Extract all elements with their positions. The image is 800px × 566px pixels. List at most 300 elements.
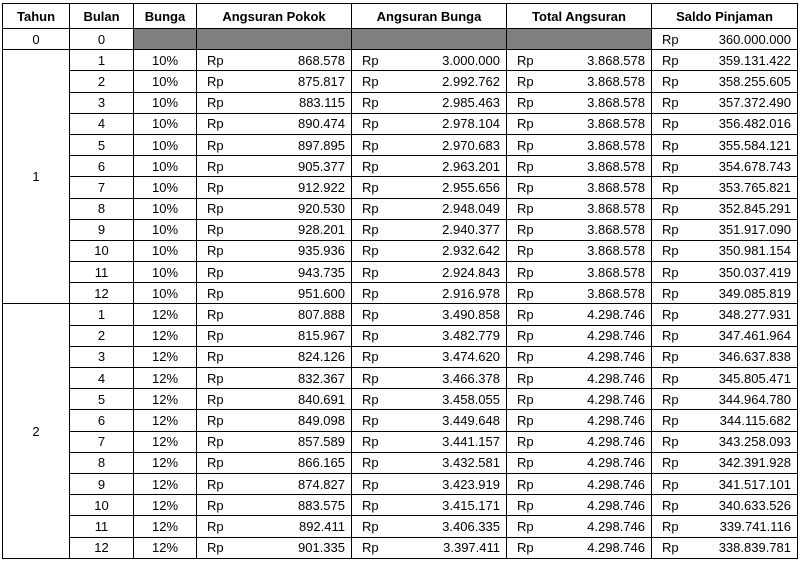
saldo-pinjaman-cell-value: 350.981.154 bbox=[718, 243, 791, 259]
currency-label: Rp bbox=[207, 95, 224, 111]
total-angsuran-cell bbox=[507, 537, 652, 558]
angsuran-bunga-cell bbox=[352, 473, 507, 494]
saldo-pinjaman-cell bbox=[652, 516, 798, 537]
table-row bbox=[3, 283, 798, 304]
total-angsuran-cell bbox=[507, 113, 652, 134]
header-angsuran-bunga: Angsuran Bunga bbox=[352, 4, 507, 29]
table-row bbox=[3, 389, 798, 410]
bulan-cell: 5 bbox=[70, 389, 134, 410]
angsuran-pokok-cell bbox=[197, 198, 352, 219]
angsuran-pokok-cell-value: 892.411 bbox=[298, 518, 345, 534]
total-angsuran-cell bbox=[507, 495, 652, 516]
bunga-cell: 12% bbox=[134, 410, 197, 431]
total-angsuran-cell-value: 4.298.746 bbox=[587, 391, 645, 407]
angsuran-bunga-cell bbox=[352, 431, 507, 452]
bulan-cell: 8 bbox=[70, 198, 134, 219]
header-saldo-pinjaman: Saldo Pinjaman bbox=[652, 4, 798, 29]
angsuran-pokok-cell-value: 874.827 bbox=[298, 476, 345, 492]
angsuran-bunga-cell-value: 3.449.648 bbox=[442, 412, 500, 428]
saldo-pinjaman-cell-value: 355.584.121 bbox=[718, 137, 791, 153]
angsuran-bunga-cell bbox=[352, 304, 507, 325]
currency-label: Rp bbox=[207, 455, 224, 471]
currency-label: Rp bbox=[517, 137, 534, 153]
bunga-cell: 12% bbox=[134, 346, 197, 367]
bulan-cell: 6 bbox=[70, 410, 134, 431]
angsuran-pokok-cell-value: 920.530 bbox=[298, 201, 345, 217]
bulan-cell: 2 bbox=[70, 325, 134, 346]
angsuran-bunga-cell-value: 2.924.843 bbox=[442, 264, 500, 280]
currency-label: Rp bbox=[362, 434, 379, 450]
header-tahun: Tahun bbox=[3, 4, 70, 29]
angsuran-bunga-cell bbox=[352, 452, 507, 473]
angsuran-bunga-cell-value: 2.970.683 bbox=[442, 137, 500, 153]
angsuran-pokok-cell bbox=[197, 537, 352, 558]
currency-label: Rp bbox=[207, 116, 224, 132]
bunga-cell: 10% bbox=[134, 198, 197, 219]
currency-label: Rp bbox=[662, 476, 679, 492]
angsuran-bunga-cell-value: 3.441.157 bbox=[442, 434, 500, 450]
currency-label: Rp bbox=[662, 201, 679, 217]
table-row bbox=[3, 50, 798, 71]
initial-bulan: 0 bbox=[70, 29, 134, 50]
currency-label: Rp bbox=[662, 222, 679, 238]
total-angsuran-cell bbox=[507, 177, 652, 198]
initial-row bbox=[3, 29, 798, 50]
angsuran-pokok-cell-value: 868.578 bbox=[298, 52, 345, 68]
saldo-pinjaman-cell-value: 344.964.780 bbox=[718, 391, 791, 407]
angsuran-bunga-cell bbox=[352, 537, 507, 558]
angsuran-bunga-cell bbox=[352, 71, 507, 92]
currency-label: Rp bbox=[207, 370, 224, 386]
angsuran-pokok-cell-value: 901.335 bbox=[298, 540, 345, 556]
bunga-cell: 12% bbox=[134, 495, 197, 516]
currency-label: Rp bbox=[207, 328, 224, 344]
currency-label: Rp bbox=[362, 370, 379, 386]
currency-label: Rp bbox=[517, 497, 534, 513]
angsuran-bunga-cell-value: 3.406.335 bbox=[442, 518, 500, 534]
currency-label: Rp bbox=[517, 285, 534, 301]
angsuran-bunga-cell bbox=[352, 198, 507, 219]
currency-label: Rp bbox=[517, 391, 534, 407]
angsuran-pokok-cell-value: 857.589 bbox=[298, 434, 345, 450]
table-row bbox=[3, 452, 798, 473]
currency-label: Rp bbox=[362, 455, 379, 471]
table-row bbox=[3, 346, 798, 367]
total-angsuran-cell bbox=[507, 262, 652, 283]
table-row bbox=[3, 516, 798, 537]
angsuran-bunga-cell-value: 2.963.201 bbox=[442, 158, 500, 174]
total-angsuran-cell-value: 3.868.578 bbox=[587, 285, 645, 301]
angsuran-bunga-cell-value: 3.482.779 bbox=[442, 328, 500, 344]
currency-label: Rp bbox=[662, 349, 679, 365]
bulan-cell: 1 bbox=[70, 304, 134, 325]
angsuran-pokok-cell bbox=[197, 283, 352, 304]
angsuran-pokok-cell bbox=[197, 368, 352, 389]
angsuran-bunga-cell bbox=[352, 50, 507, 71]
currency-label: Rp bbox=[207, 137, 224, 153]
currency-label: Rp bbox=[662, 518, 679, 534]
total-angsuran-cell bbox=[507, 92, 652, 113]
total-angsuran-cell-value: 3.868.578 bbox=[587, 179, 645, 195]
saldo-pinjaman-cell bbox=[652, 177, 798, 198]
angsuran-bunga-cell-value: 3.490.858 bbox=[442, 307, 500, 323]
angsuran-pokok-cell-value: 897.895 bbox=[298, 137, 345, 153]
angsuran-pokok-cell-value: 890.474 bbox=[298, 116, 345, 132]
currency-label: Rp bbox=[362, 328, 379, 344]
total-angsuran-cell bbox=[507, 71, 652, 92]
angsuran-bunga-cell-value: 3.458.055 bbox=[442, 391, 500, 407]
header-angsuran-pokok: Angsuran Pokok bbox=[197, 4, 352, 29]
saldo-pinjaman-cell-value: 339.741.116 bbox=[719, 518, 791, 534]
table-row bbox=[3, 134, 798, 155]
angsuran-bunga-cell bbox=[352, 325, 507, 346]
saldo-pinjaman-cell bbox=[652, 304, 798, 325]
currency-label: Rp bbox=[662, 243, 679, 259]
angsuran-bunga-cell-value: 3.474.620 bbox=[442, 349, 500, 365]
angsuran-pokok-cell-value: 883.575 bbox=[298, 497, 345, 513]
currency-label: Rp bbox=[662, 328, 679, 344]
saldo-pinjaman-cell-value: 350.037.419 bbox=[718, 264, 791, 280]
bunga-cell: 10% bbox=[134, 262, 197, 283]
header-total-angsuran: Total Angsuran bbox=[507, 4, 652, 29]
angsuran-pokok-cell bbox=[197, 389, 352, 410]
bunga-cell: 10% bbox=[134, 283, 197, 304]
angsuran-pokok-cell bbox=[197, 410, 352, 431]
total-angsuran-cell bbox=[507, 410, 652, 431]
bunga-cell: 10% bbox=[134, 177, 197, 198]
angsuran-pokok-cell-value: 928.201 bbox=[298, 222, 345, 238]
angsuran-bunga-cell bbox=[352, 156, 507, 177]
table-row bbox=[3, 325, 798, 346]
bulan-cell: 10 bbox=[70, 495, 134, 516]
bunga-cell: 10% bbox=[134, 92, 197, 113]
total-angsuran-cell bbox=[507, 346, 652, 367]
bulan-cell: 7 bbox=[70, 177, 134, 198]
total-angsuran-cell-value: 3.868.578 bbox=[587, 222, 645, 238]
bulan-cell: 3 bbox=[70, 92, 134, 113]
angsuran-pokok-cell-value: 840.691 bbox=[298, 391, 345, 407]
bulan-cell: 11 bbox=[70, 262, 134, 283]
currency-label: Rp bbox=[517, 518, 534, 534]
currency-label: Rp bbox=[362, 307, 379, 323]
initial-tahun: 0 bbox=[3, 29, 70, 50]
saldo-pinjaman-cell-value: 347.461.964 bbox=[718, 328, 791, 344]
currency-label: Rp bbox=[662, 370, 679, 386]
currency-label: Rp bbox=[362, 158, 379, 174]
currency-label: Rp bbox=[207, 179, 224, 195]
currency-label: Rp bbox=[517, 243, 534, 259]
bulan-cell: 2 bbox=[70, 71, 134, 92]
saldo-pinjaman-cell-value: 351.917.090 bbox=[718, 222, 791, 238]
saldo-pinjaman-cell-value: 349.085.819 bbox=[718, 285, 791, 301]
bunga-cell: 10% bbox=[134, 71, 197, 92]
total-angsuran-cell-value: 3.868.578 bbox=[587, 116, 645, 132]
angsuran-pokok-cell bbox=[197, 156, 352, 177]
bunga-cell: 12% bbox=[134, 516, 197, 537]
currency-label: Rp bbox=[662, 412, 679, 428]
total-angsuran-cell-value: 4.298.746 bbox=[587, 349, 645, 365]
currency-label: Rp bbox=[517, 349, 534, 365]
saldo-pinjaman-cell-value: 338.839.781 bbox=[718, 540, 791, 556]
saldo-pinjaman-cell bbox=[652, 431, 798, 452]
saldo-pinjaman-cell bbox=[652, 389, 798, 410]
total-angsuran-cell bbox=[507, 304, 652, 325]
currency-label: Rp bbox=[662, 52, 679, 68]
currency-label: Rp bbox=[517, 179, 534, 195]
angsuran-pokok-cell bbox=[197, 325, 352, 346]
currency-label: Rp bbox=[517, 540, 534, 556]
currency-label: Rp bbox=[517, 412, 534, 428]
angsuran-pokok-cell bbox=[197, 92, 352, 113]
angsuran-bunga-cell-value: 2.985.463 bbox=[442, 95, 500, 111]
bunga-cell: 12% bbox=[134, 473, 197, 494]
angsuran-bunga-cell-value: 2.940.377 bbox=[442, 222, 500, 238]
saldo-pinjaman-cell-value: 356.482.016 bbox=[718, 116, 791, 132]
angsuran-bunga-cell bbox=[352, 410, 507, 431]
total-angsuran-cell-value: 3.868.578 bbox=[587, 73, 645, 89]
angsuran-pokok-cell-value: 905.377 bbox=[298, 158, 345, 174]
table-row bbox=[3, 240, 798, 261]
bunga-cell: 12% bbox=[134, 304, 197, 325]
currency-label: Rp bbox=[662, 73, 679, 89]
currency-label: Rp bbox=[517, 264, 534, 280]
saldo-pinjaman-cell-value: 348.277.931 bbox=[718, 307, 791, 323]
loan-amortization-table bbox=[2, 3, 798, 559]
angsuran-pokok-cell-value: 824.126 bbox=[298, 349, 345, 365]
currency-label: Rp bbox=[517, 95, 534, 111]
total-angsuran-cell-value: 3.868.578 bbox=[587, 264, 645, 280]
initial-saldo bbox=[652, 29, 798, 50]
total-angsuran-cell-value: 4.298.746 bbox=[587, 455, 645, 471]
empty-cell bbox=[134, 29, 197, 50]
angsuran-pokok-cell-value: 849.098 bbox=[298, 412, 345, 428]
total-angsuran-cell-value: 3.868.578 bbox=[587, 243, 645, 259]
angsuran-pokok-cell bbox=[197, 177, 352, 198]
total-angsuran-cell bbox=[507, 452, 652, 473]
saldo-pinjaman-cell-value: 346.637.838 bbox=[718, 349, 791, 365]
total-angsuran-cell bbox=[507, 283, 652, 304]
saldo-pinjaman-cell-value: 357.372.490 bbox=[718, 95, 791, 111]
bulan-cell: 7 bbox=[70, 431, 134, 452]
currency-label: Rp bbox=[362, 73, 379, 89]
bulan-cell: 3 bbox=[70, 346, 134, 367]
saldo-pinjaman-cell bbox=[652, 156, 798, 177]
currency-label: Rp bbox=[207, 434, 224, 450]
table-row bbox=[3, 198, 798, 219]
bulan-cell: 12 bbox=[70, 283, 134, 304]
total-angsuran-cell bbox=[507, 516, 652, 537]
angsuran-bunga-cell-value: 2.978.104 bbox=[442, 116, 500, 132]
total-angsuran-cell bbox=[507, 50, 652, 71]
empty-cell bbox=[507, 29, 652, 50]
currency-label: Rp bbox=[662, 497, 679, 513]
angsuran-pokok-cell bbox=[197, 495, 352, 516]
bulan-cell: 1 bbox=[70, 50, 134, 71]
total-angsuran-cell-value: 4.298.746 bbox=[587, 540, 645, 556]
currency-label: Rp bbox=[517, 434, 534, 450]
header-row bbox=[3, 4, 798, 29]
bunga-cell: 12% bbox=[134, 537, 197, 558]
saldo-pinjaman-cell bbox=[652, 92, 798, 113]
currency-label: Rp bbox=[362, 540, 379, 556]
currency-label: Rp bbox=[517, 201, 534, 217]
currency-label: Rp bbox=[362, 476, 379, 492]
currency-label: Rp bbox=[662, 179, 679, 195]
currency-label: Rp bbox=[207, 349, 224, 365]
currency-label: Rp bbox=[362, 201, 379, 217]
currency-label: Rp bbox=[517, 307, 534, 323]
angsuran-bunga-cell-value: 3.000.000 bbox=[442, 52, 500, 68]
angsuran-bunga-cell bbox=[352, 113, 507, 134]
angsuran-pokok-cell bbox=[197, 240, 352, 261]
currency-label: Rp bbox=[362, 497, 379, 513]
saldo-pinjaman-cell-value: 340.633.526 bbox=[718, 497, 791, 513]
currency-label: Rp bbox=[362, 391, 379, 407]
bulan-cell: 11 bbox=[70, 516, 134, 537]
empty-cell bbox=[197, 29, 352, 50]
currency-label: Rp bbox=[517, 328, 534, 344]
total-angsuran-cell bbox=[507, 219, 652, 240]
bulan-cell: 4 bbox=[70, 368, 134, 389]
currency-label: Rp bbox=[662, 158, 679, 174]
currency-label: Rp bbox=[517, 370, 534, 386]
bulan-cell: 9 bbox=[70, 219, 134, 240]
angsuran-bunga-cell bbox=[352, 134, 507, 155]
currency-label: Rp bbox=[517, 73, 534, 89]
currency-label: Rp bbox=[207, 158, 224, 174]
total-angsuran-cell-value: 4.298.746 bbox=[587, 497, 645, 513]
table-row bbox=[3, 177, 798, 198]
table-row bbox=[3, 537, 798, 558]
bulan-cell: 4 bbox=[70, 113, 134, 134]
total-angsuran-cell-value: 3.868.578 bbox=[587, 52, 645, 68]
total-angsuran-cell bbox=[507, 473, 652, 494]
saldo-pinjaman-cell bbox=[652, 71, 798, 92]
saldo-pinjaman-cell bbox=[652, 113, 798, 134]
bunga-cell: 12% bbox=[134, 452, 197, 473]
saldo-pinjaman-cell-value: 341.517.101 bbox=[718, 476, 791, 492]
total-angsuran-cell bbox=[507, 431, 652, 452]
currency-label: Rp bbox=[207, 391, 224, 407]
bunga-cell: 10% bbox=[134, 134, 197, 155]
saldo-pinjaman-cell-value: 342.391.928 bbox=[718, 455, 791, 471]
angsuran-bunga-cell-value: 2.932.642 bbox=[442, 243, 500, 259]
saldo-pinjaman-cell bbox=[652, 346, 798, 367]
angsuran-pokok-cell-value: 912.922 bbox=[298, 179, 345, 195]
bunga-cell: 10% bbox=[134, 156, 197, 177]
currency-label: Rp bbox=[662, 137, 679, 153]
total-angsuran-cell bbox=[507, 134, 652, 155]
angsuran-bunga-cell-value: 2.955.656 bbox=[442, 179, 500, 195]
currency-label: Rp bbox=[517, 116, 534, 132]
currency-label: Rp bbox=[207, 264, 224, 280]
bunga-cell: 10% bbox=[134, 50, 197, 71]
angsuran-pokok-cell-value: 866.165 bbox=[298, 455, 345, 471]
saldo-pinjaman-cell-value: 359.131.422 bbox=[718, 52, 791, 68]
currency-label: Rp bbox=[207, 518, 224, 534]
saldo-pinjaman-cell-value: 343.258.093 bbox=[718, 434, 791, 450]
currency-label: Rp bbox=[207, 285, 224, 301]
angsuran-bunga-cell bbox=[352, 346, 507, 367]
currency-label: Rp bbox=[362, 264, 379, 280]
bulan-cell: 5 bbox=[70, 134, 134, 155]
currency-label: Rp bbox=[207, 222, 224, 238]
currency-label: Rp bbox=[662, 455, 679, 471]
angsuran-pokok-cell bbox=[197, 516, 352, 537]
currency-label: Rp bbox=[517, 158, 534, 174]
currency-label: Rp bbox=[662, 391, 679, 407]
angsuran-bunga-cell-value: 3.432.581 bbox=[442, 455, 500, 471]
total-angsuran-cell bbox=[507, 389, 652, 410]
header-bulan: Bulan bbox=[70, 4, 134, 29]
saldo-value: 360.000.000 bbox=[718, 31, 791, 47]
angsuran-pokok-cell bbox=[197, 262, 352, 283]
angsuran-bunga-cell bbox=[352, 92, 507, 113]
currency-label: Rp bbox=[362, 95, 379, 111]
currency-label: Rp bbox=[207, 476, 224, 492]
total-angsuran-cell-value: 4.298.746 bbox=[587, 412, 645, 428]
currency-label: Rp bbox=[362, 518, 379, 534]
angsuran-pokok-cell-value: 875.817 bbox=[298, 73, 345, 89]
currency-label: Rp bbox=[517, 455, 534, 471]
total-angsuran-cell-value: 4.298.746 bbox=[587, 307, 645, 323]
angsuran-bunga-cell-value: 3.423.919 bbox=[442, 476, 500, 492]
bulan-cell: 8 bbox=[70, 452, 134, 473]
saldo-pinjaman-cell-value: 353.765.821 bbox=[718, 179, 791, 195]
table-row bbox=[3, 410, 798, 431]
angsuran-bunga-cell-value: 3.397.411 bbox=[443, 540, 500, 556]
angsuran-pokok-cell bbox=[197, 473, 352, 494]
angsuran-bunga-cell bbox=[352, 219, 507, 240]
saldo-pinjaman-cell bbox=[652, 495, 798, 516]
saldo-pinjaman-cell bbox=[652, 198, 798, 219]
saldo-pinjaman-cell-value: 354.678.743 bbox=[718, 158, 791, 174]
year-cell: 1 bbox=[3, 50, 70, 304]
total-angsuran-cell-value: 3.868.578 bbox=[587, 137, 645, 153]
currency-label: Rp bbox=[362, 137, 379, 153]
angsuran-bunga-cell bbox=[352, 516, 507, 537]
angsuran-bunga-cell-value: 2.992.762 bbox=[442, 73, 500, 89]
table-row bbox=[3, 71, 798, 92]
currency-label: Rp bbox=[362, 222, 379, 238]
angsuran-pokok-cell-value: 832.367 bbox=[298, 370, 345, 386]
saldo-pinjaman-cell bbox=[652, 473, 798, 494]
angsuran-bunga-cell-value: 3.466.378 bbox=[442, 370, 500, 386]
table-row bbox=[3, 219, 798, 240]
saldo-pinjaman-cell bbox=[652, 219, 798, 240]
saldo-pinjaman-cell-value: 352.845.291 bbox=[718, 201, 791, 217]
header-bunga: Bunga bbox=[134, 4, 197, 29]
angsuran-bunga-cell-value: 2.948.049 bbox=[442, 201, 500, 217]
currency-label: Rp bbox=[662, 285, 679, 301]
bunga-cell: 12% bbox=[134, 325, 197, 346]
saldo-pinjaman-cell bbox=[652, 134, 798, 155]
angsuran-pokok-cell-value: 815.967 bbox=[298, 328, 345, 344]
saldo-pinjaman-cell-value: 345.805.471 bbox=[718, 370, 791, 386]
saldo-pinjaman-cell bbox=[652, 262, 798, 283]
table-row bbox=[3, 262, 798, 283]
total-angsuran-cell bbox=[507, 368, 652, 389]
table-row bbox=[3, 304, 798, 325]
angsuran-pokok-cell bbox=[197, 113, 352, 134]
angsuran-pokok-cell-value: 951.600 bbox=[298, 285, 345, 301]
angsuran-pokok-cell-value: 935.936 bbox=[298, 243, 345, 259]
year-cell: 2 bbox=[3, 304, 70, 558]
saldo-pinjaman-cell bbox=[652, 452, 798, 473]
table-row bbox=[3, 156, 798, 177]
angsuran-bunga-cell bbox=[352, 368, 507, 389]
table-row bbox=[3, 368, 798, 389]
